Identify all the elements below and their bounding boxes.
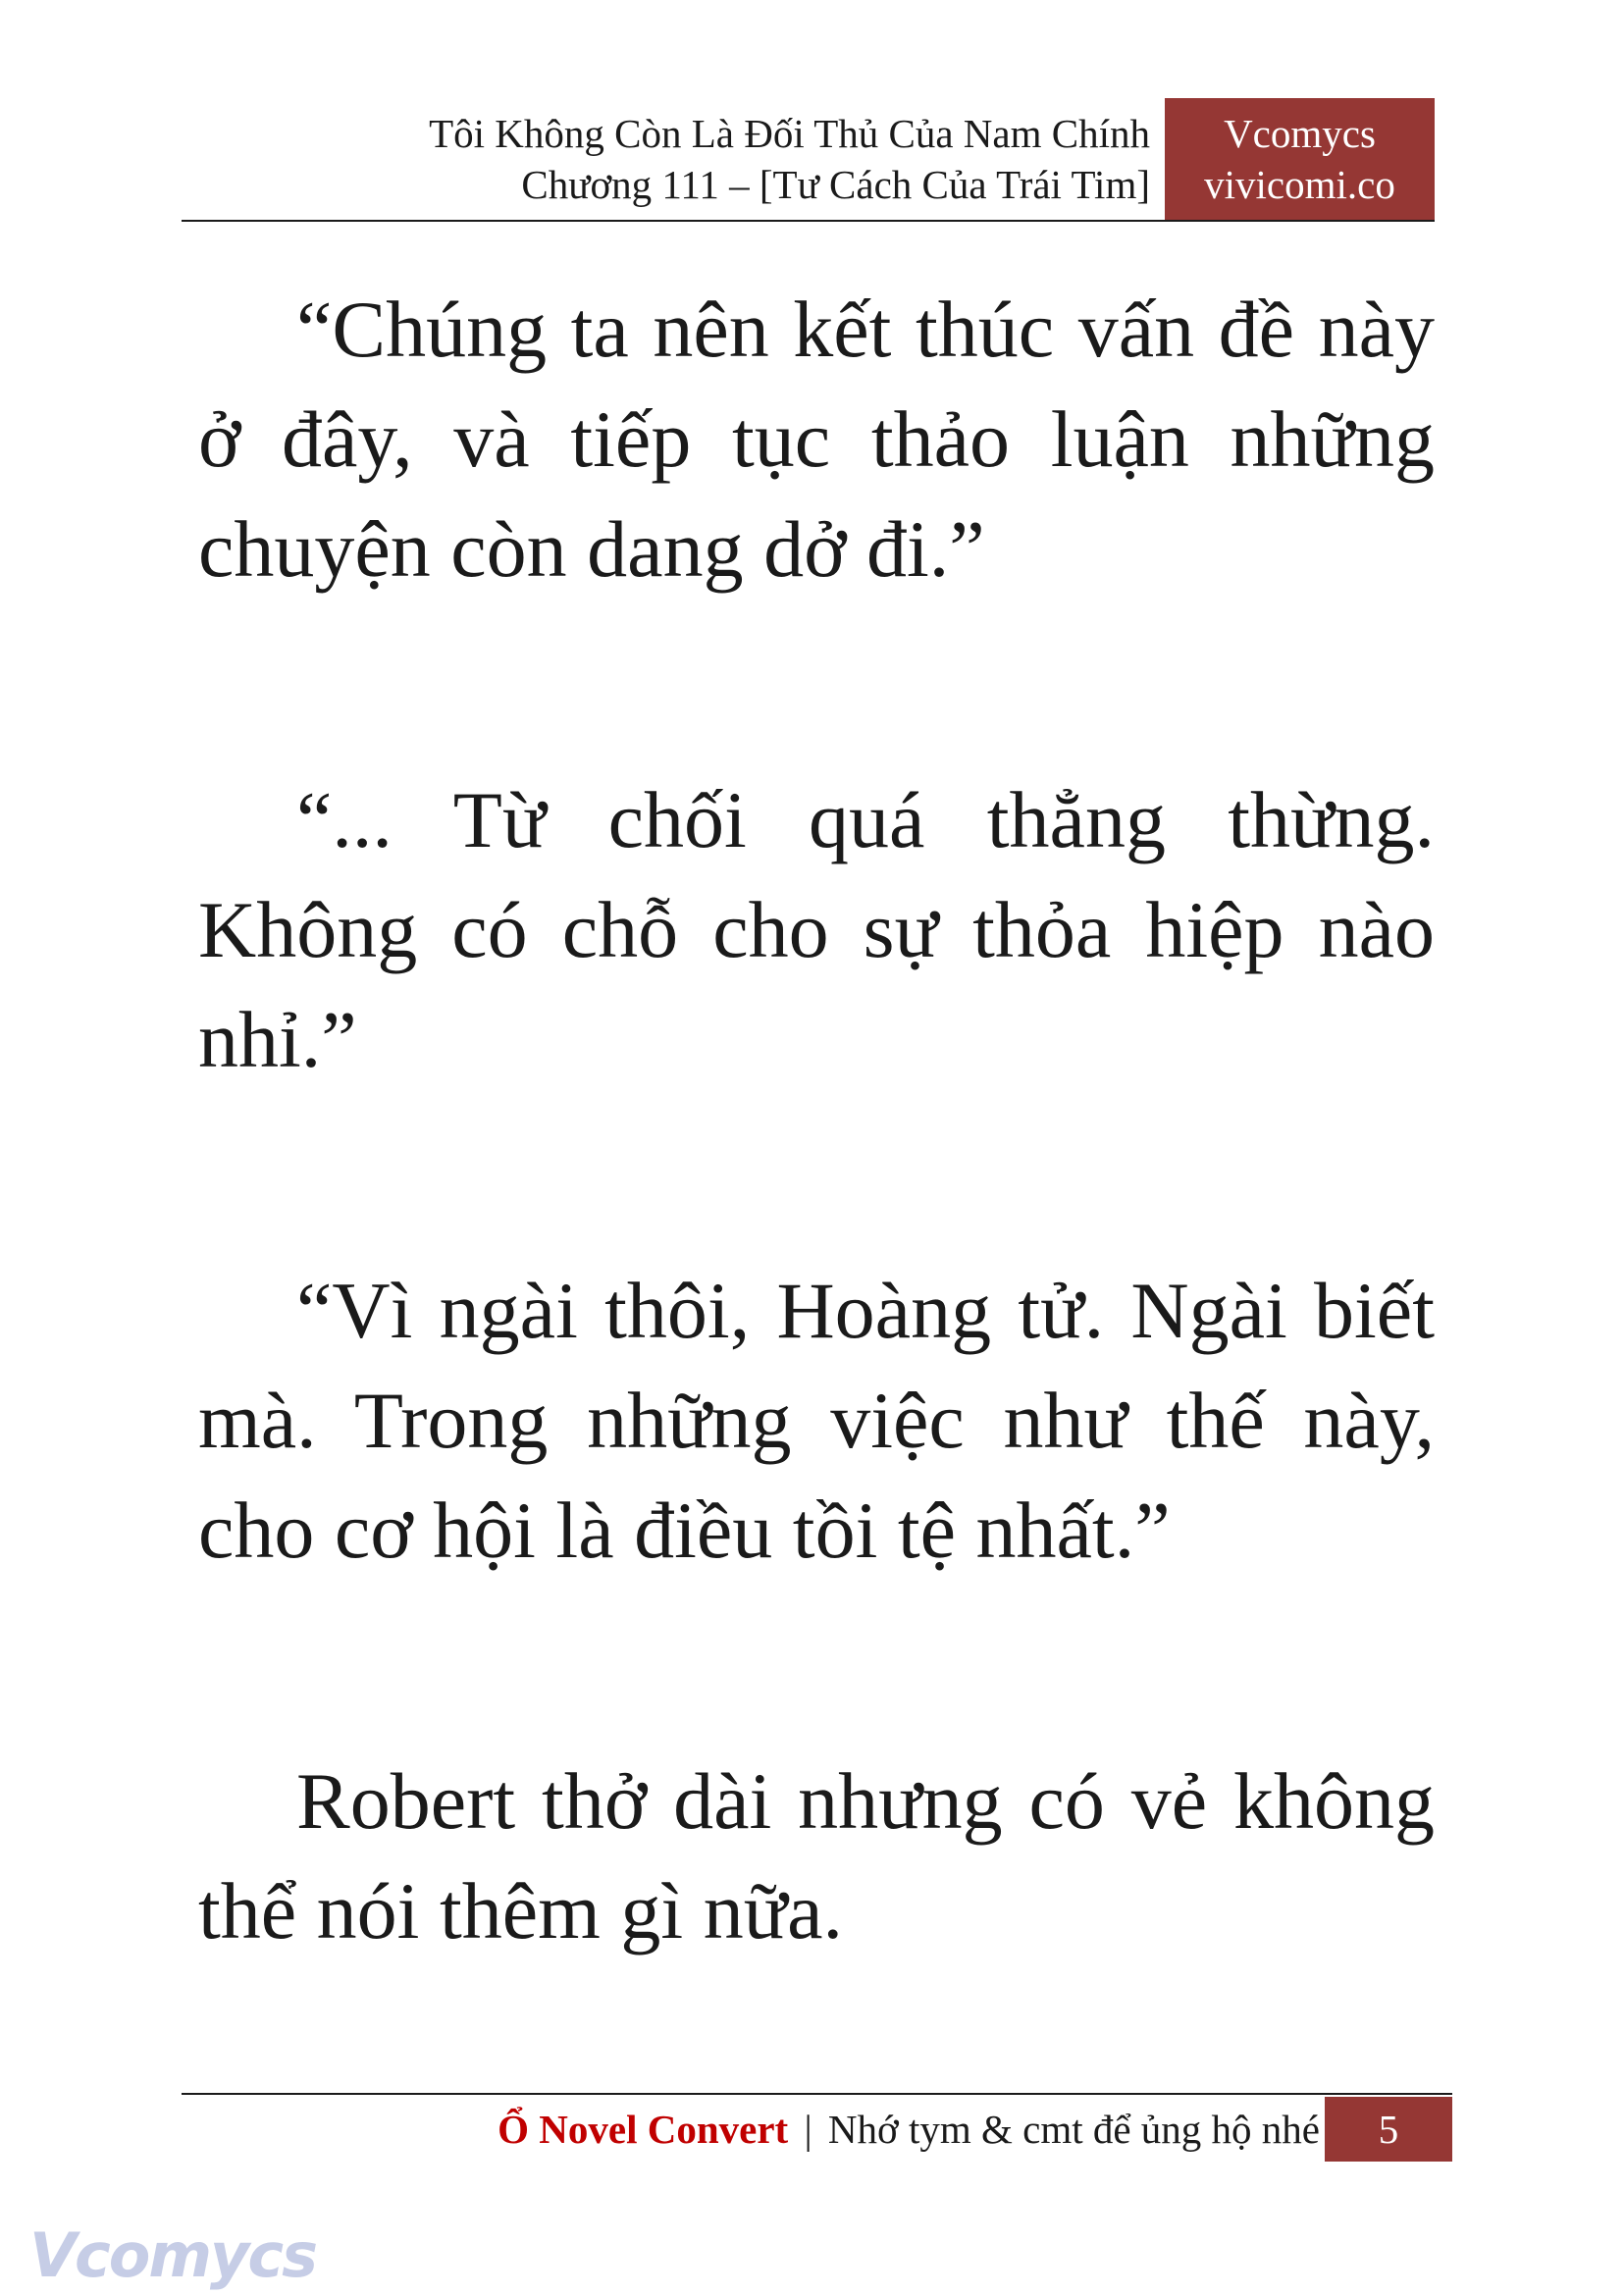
paragraph-2: “... Từ chối quá thẳng thừng. Không có chỗ cho sự thỏa hiệp nào nhỉ.”: [198, 775, 1435, 1084]
paragraph-4: Robert thở dài nhưng có vẻ không thể nói thêm gì nữa.: [198, 1756, 1435, 1956]
brand-name: Vcomycs: [1224, 111, 1376, 156]
novel-title: Tôi Không Còn Là Đối Thủ Của Nam Chính: [429, 111, 1150, 156]
paragraph-1: “Chúng ta nên kết thúc vấn đề này ở đây, và tiếp tục thảo luận những chuyện còn dang dở đi.”: [198, 285, 1435, 594]
page-header: [182, 98, 1435, 220]
chapter-title-block: [429, 108, 1150, 210]
footer-separator: |: [804, 2107, 812, 2152]
brand-box: [1165, 98, 1435, 220]
footer-text: [498, 2105, 1320, 2154]
page-number: 5: [1325, 2097, 1452, 2162]
chapter-title: Chương 111 – [Tư Cách Của Trái Tim]: [521, 162, 1150, 207]
brand-site: vivicomi.co: [1204, 162, 1395, 207]
chapter-body: [198, 275, 1435, 2127]
footer-brand: Ổ Novel Convert: [498, 2107, 789, 2152]
header-divider: [182, 220, 1435, 222]
footer-divider: [182, 2093, 1452, 2095]
footer-message: Nhớ tym & cmt để ủng hộ nhé: [827, 2107, 1320, 2152]
watermark-logo: Vcomycs: [29, 2219, 317, 2291]
page-footer: [182, 2097, 1452, 2162]
paragraph-3: “Vì ngài thôi, Hoàng tử. Ngài biết mà. Trong những việc như thế này, cho cơ hội là điều tồi tệ nhất.”: [198, 1266, 1435, 1575]
